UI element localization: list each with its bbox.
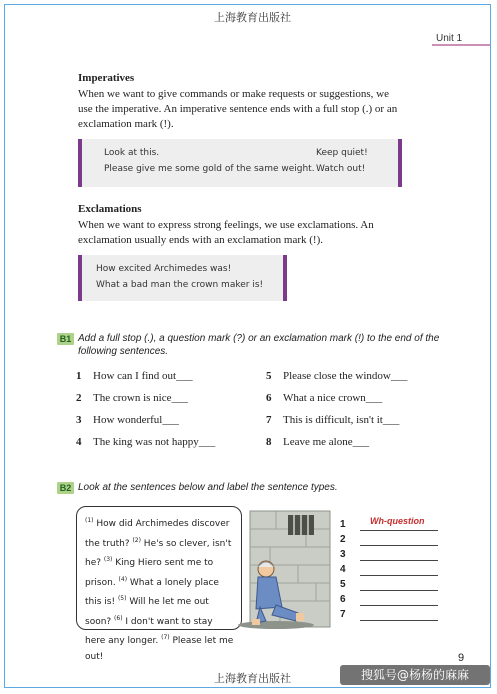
example-bar-right [283,255,287,301]
footer-publisher: 上海教育出版社 [214,672,291,685]
answer-line-1[interactable] [360,530,438,531]
sentence-marker: (4) [118,575,128,583]
answer-number: 3 [340,549,346,560]
exercise-item [266,392,382,404]
unit-underline [432,44,490,46]
item-text: The crown is nice___ [93,392,188,404]
instruction-line: following sentences. [78,346,169,357]
imperatives-heading: Imperatives [78,72,135,84]
example-line: Watch out! [316,164,366,174]
example-line: What a bad man the crown maker is! [96,280,264,290]
exercise-item [266,436,369,448]
text-line: exclamation mark (!). [78,118,174,130]
bubble-sentence: He's so clever, isn't he? [85,538,232,568]
exercise-item [76,370,193,382]
exercise-item [76,436,215,448]
item-number: 6 [266,392,272,404]
b2-instructions: Look at the sentences below and label the sentence types. [78,482,338,493]
bubble-sentence: Will he let me out soon? [85,597,209,627]
item-text: Leave me alone___ [283,436,370,448]
item-text: Please close the window___ [283,370,408,382]
text-line: exclamation usually ends with an exclamation mark (!). [78,234,323,246]
answer-example: Wh-question [370,516,425,526]
exclamations-heading: Exclamations [78,203,142,215]
answer-number: 4 [340,564,346,575]
bubble-sentence: What a lonely place this is! [85,577,219,607]
sentence-marker: (5) [117,595,127,602]
sentence-marker: (6) [114,614,123,622]
answer-number: 6 [340,594,346,605]
sohu-watermark: 搜狐号@杨杨的麻麻 [340,665,490,685]
example-line: How excited Archimedes was! [96,264,232,274]
exercise-item [76,392,188,404]
answer-number: 2 [340,534,346,545]
sentence-marker: (7) [161,634,170,641]
sentence-marker: (1) [85,517,94,524]
bubble-sentence: How did Archimedes discover the truth? [85,519,230,549]
text-line: use the imperative. An imperative sentence ends with a full stop (.) or an [78,103,398,115]
item-text: What a nice crown___ [283,392,383,404]
example-line: Please give me some gold of the same weight. [104,164,315,174]
b2-badge: B2 [57,482,74,494]
answer-number: 7 [340,609,346,620]
speech-bubble [76,506,242,662]
answer-line-7[interactable] [360,620,438,621]
bubble-sentence: Please let me out! [85,636,234,662]
item-text: How wonderful___ [93,414,179,426]
example-bar-right [398,139,402,187]
exclamations-example-box [82,255,283,301]
answer-number: 5 [340,579,346,590]
imperatives-example-box [82,139,398,187]
text-line: When we want to give commands or make requests or suggestions, we [78,88,389,100]
exercise-item [266,414,399,426]
text-line: When we want to express strong feelings, we use exclamations. An [78,219,374,231]
item-text: This is difficult, isn't it___ [283,414,400,426]
bubble-sentence: I don't want to stay here any longer. [85,616,213,646]
unit-label: Unit 1 [436,33,463,44]
exercise-item [266,370,407,382]
item-number: 4 [76,436,82,448]
item-number: 7 [266,414,272,426]
b1-badge: B1 [57,333,74,345]
page-number: 9 [458,652,465,664]
sentence-marker: (3) [103,556,113,563]
archimedes-prisoner-illustration [236,507,336,631]
imperatives-text [78,87,448,132]
instruction-line: Add a full stop (.), a question mark (?) or an exclamation mark (!) to the end of the [78,333,440,344]
answer-number: 1 [340,519,346,530]
item-text: How can I find out___ [93,370,193,382]
item-number: 5 [266,370,272,382]
b1-instructions [78,332,448,358]
header-publisher: 上海教育出版社 [214,11,291,24]
example-line: Keep quiet! [316,148,368,158]
sentence-marker: (2) [132,536,141,544]
item-number: 2 [76,392,82,404]
example-line: Look at this. [104,148,160,158]
answer-line-4[interactable] [360,575,438,576]
answer-line-3[interactable] [360,560,438,561]
answer-line-6[interactable] [360,605,438,606]
item-number: 1 [76,370,82,382]
exercise-item [76,414,179,426]
answer-line-2[interactable] [360,545,438,546]
answer-line-5[interactable] [360,590,438,591]
item-number: 3 [76,414,82,426]
exclamations-text [78,218,448,248]
item-number: 8 [266,436,272,448]
bubble-sentence: King Hiero sent me to prison. [85,558,214,588]
item-text: The king was not happy___ [93,436,216,448]
